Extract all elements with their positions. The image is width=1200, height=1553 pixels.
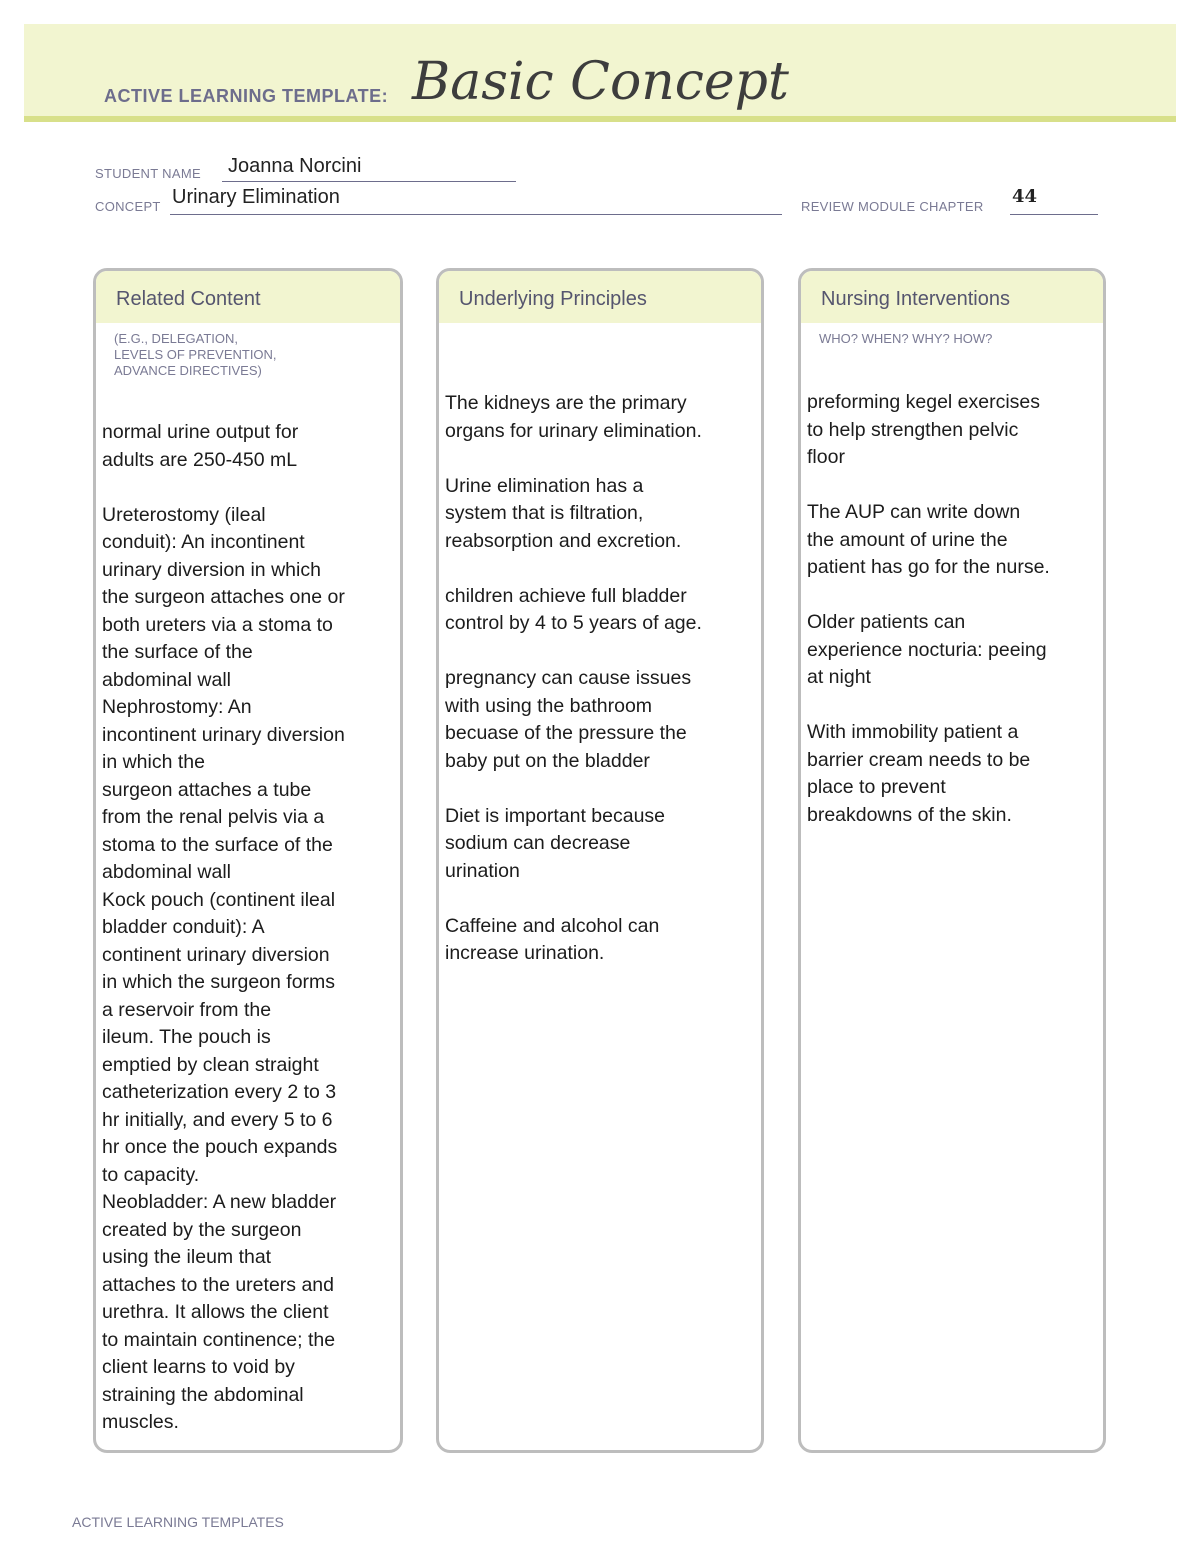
template-label: ACTIVE LEARNING TEMPLATE:: [104, 86, 389, 106]
student-name-value: Joanna Norcini: [228, 155, 362, 177]
nursing-interventions-panel: [798, 268, 1106, 1453]
underlying-principles-title: Underlying Principles: [439, 271, 761, 323]
related-content-panel: [93, 268, 403, 1453]
nursing-interventions-title: Nursing Interventions: [801, 271, 1103, 323]
related-content-body: normal urine output for adults are 250-450 mL Ureterostomy (ileal conduit): An incontinent urinary diversion in which the surgeon attaches one or both ureters via a stoma to the surface of the abdominal wall Nephrostomy: An incontinent urinary diversion in which the surgeon attaches a tube from the renal pelvis via a stoma to the surface of the abdominal wall Kock pouch (continent ileal bladder conduit): A continent urinary diversion in which the surgeon forms a reservoir from the ileum. The pouch is emptied by clean straight catheterization every 2 to 3 hr initially, and every 5 to 6 hr once the pouch expands to capacity. Neobladder: A new bladder created by the surgeon using the ileum that attaches to the ureters and urethra. It allows the client to maintain continence; the client learns to void by straining the abdominal muscles.: [102, 421, 345, 1433]
student-name-label: STUDENT NAME: [95, 166, 201, 181]
concept-value: Urinary Elimination: [172, 186, 340, 208]
template-title: Basic Concept: [412, 52, 789, 112]
related-content-title: Related Content: [96, 271, 400, 323]
template-banner: [24, 24, 1176, 122]
concept-label: CONCEPT: [95, 199, 161, 214]
underlying-principles-panel: [436, 268, 764, 1453]
footer-text: ACTIVE LEARNING TEMPLATES: [72, 1514, 284, 1530]
nursing-interventions-body: preforming kegel exercises to help strengthen pelvic floor The AUP can write down the amount of urine the patient has go for the nurse. Older patients can experience nocturia: peeing at night With immobility patient a barrier cream needs to be place to prevent breakdowns of the skin.: [807, 391, 1050, 826]
related-content-subtitle: (E.G., DELEGATION, LEVELS OF PREVENTION, ADVANCE DIRECTIVES): [114, 331, 277, 378]
underlying-principles-body: The kidneys are the primary organs for urinary elimination. Urine elimination has a system that is filtration, reabsorption and excretion. children achieve full bladder control by 4 to 5 years of age. pregnancy can cause issues with using the bathroom becuase of the pressure the baby put on the bladder Diet is important because sodium can decrease urination Caffeine and alcohol can increase urination.: [445, 392, 702, 964]
review-module-label: REVIEW MODULE CHAPTER: [801, 199, 984, 214]
review-module-value: 44: [1012, 186, 1038, 207]
nursing-interventions-subtitle: WHO? WHEN? WHY? HOW?: [819, 331, 993, 346]
